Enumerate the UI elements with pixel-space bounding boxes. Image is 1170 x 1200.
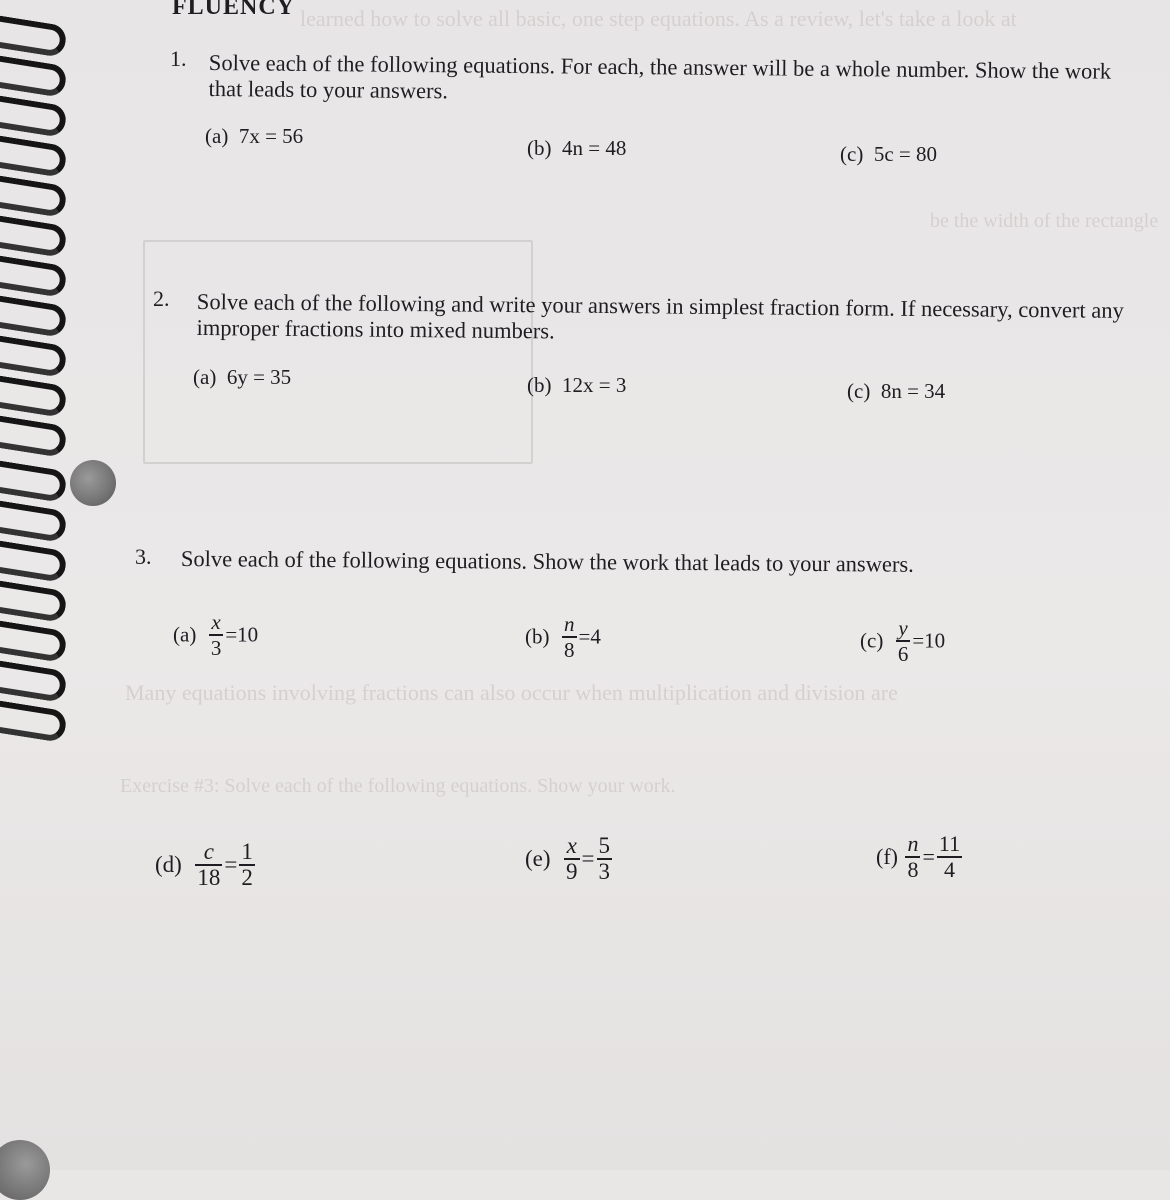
ghost-text: learned how to solve all basic, one step equations. As a review, let's take a look at	[300, 6, 1017, 31]
problem-2c	[847, 379, 945, 404]
spiral-coil	[0, 374, 68, 418]
spiral-coil	[0, 54, 68, 98]
denominator: 3	[598, 859, 611, 884]
numerator: n	[564, 612, 575, 636]
fraction	[564, 834, 580, 884]
problem-2a	[193, 365, 291, 390]
equals-sign: =	[912, 628, 925, 653]
problem-1-instructions: Solve each of the following equations. For each, the answer will be a whole number. Show the work that leads to your answers.	[208, 50, 1112, 104]
problem-2-instructions: Solve each of the following and write your answers in simplest fraction form. If necessary, convert any improper fractions into mixed numbers.	[196, 289, 1124, 344]
problem-3-number: 3.	[135, 544, 152, 569]
fraction	[562, 612, 577, 662]
denominator: 4	[944, 857, 955, 882]
problem-3d	[155, 840, 257, 890]
numerator: n	[907, 831, 919, 856]
spiral-coil	[0, 579, 68, 623]
part-label: (a)	[173, 622, 197, 647]
numerator: c	[195, 840, 222, 866]
numerator: 1	[241, 839, 253, 864]
punch-hole	[70, 460, 116, 506]
spiral-coil	[0, 334, 68, 378]
part-label: (a)	[205, 124, 229, 148]
equation: 4n = 48	[562, 136, 627, 160]
problem-3b	[525, 612, 601, 662]
numerator: 11	[938, 831, 961, 856]
part-label: (c)	[860, 628, 884, 653]
spiral-coil	[0, 294, 68, 338]
spiral-coil	[0, 414, 68, 458]
problem-2-number: 2.	[153, 286, 170, 311]
rhs-value: 4	[590, 624, 601, 649]
spiral-coil	[0, 94, 68, 138]
part-label: (f)	[876, 844, 898, 869]
bleed-through-box	[143, 240, 533, 464]
spiral-coil	[0, 254, 68, 298]
part-label: (e)	[525, 846, 551, 871]
problem-3e	[525, 834, 614, 884]
spiral-coil	[0, 14, 68, 58]
problem-3c	[860, 616, 945, 666]
spiral-coil	[0, 174, 68, 218]
fraction	[896, 616, 911, 666]
spiral-coil	[0, 539, 68, 583]
spiral-coil	[0, 134, 68, 178]
denominator: 6	[897, 642, 909, 666]
problem-1-number: 1.	[170, 46, 187, 71]
numerator: 5	[598, 833, 611, 858]
numerator: x	[564, 834, 580, 860]
rhs-value: 10	[237, 622, 259, 647]
equation: 12x = 3	[562, 373, 627, 397]
spiral-coil	[0, 459, 68, 503]
section-heading: FLUENCY	[172, 0, 296, 20]
equals-sign: =	[225, 622, 238, 647]
rhs-value: 10	[924, 628, 946, 653]
equals-sign: =	[581, 846, 595, 871]
spiral-coil	[0, 699, 68, 743]
spiral-coil	[0, 214, 68, 258]
ghost-text: Many equations involving fractions can also occur when multiplication and division are	[125, 680, 898, 705]
fraction	[597, 834, 613, 884]
equals-sign: =	[922, 844, 935, 869]
part-label: (b)	[525, 624, 550, 649]
problem-3f	[876, 832, 964, 882]
spiral-coil	[0, 619, 68, 663]
fraction	[905, 832, 920, 882]
problem-1b	[527, 136, 626, 161]
punch-hole	[0, 1140, 50, 1200]
ghost-text: be the width of the rectangle	[930, 210, 1159, 232]
problem-3a	[173, 610, 258, 660]
denominator: 8	[564, 638, 575, 662]
problem-1a	[205, 124, 303, 149]
fraction	[239, 840, 255, 890]
equals-sign: =	[224, 852, 238, 877]
problem-2b	[527, 373, 626, 398]
part-label: (b)	[527, 373, 552, 397]
equals-sign: =	[578, 624, 591, 649]
problem-3-instructions: Solve each of the following equations. Show the work that leads to your answers.	[180, 546, 914, 577]
equation: 6y = 35	[226, 365, 292, 389]
numerator: y	[896, 616, 911, 642]
fraction	[937, 832, 962, 882]
denominator: 8	[907, 857, 919, 882]
fraction	[195, 840, 222, 890]
fraction	[209, 610, 224, 660]
part-label: (a)	[193, 365, 217, 389]
spiral-coil	[0, 659, 68, 703]
denominator: 18	[197, 865, 221, 890]
problem-1c	[840, 142, 937, 167]
ghost-text: Exercise #3: Solve each of the following equations. Show your work.	[120, 775, 676, 797]
part-label: (c)	[847, 379, 871, 403]
equation: 8n = 34	[880, 379, 946, 403]
part-label: (c)	[840, 142, 864, 166]
equation: 5c = 80	[873, 142, 937, 166]
numerator: x	[209, 610, 224, 636]
denominator: 2	[241, 865, 253, 890]
denominator: 9	[566, 859, 578, 884]
denominator: 3	[210, 636, 222, 660]
part-label: (d)	[155, 852, 182, 877]
equation: 7x = 56	[238, 124, 304, 148]
spiral-coil	[0, 499, 68, 543]
part-label: (b)	[527, 136, 552, 160]
